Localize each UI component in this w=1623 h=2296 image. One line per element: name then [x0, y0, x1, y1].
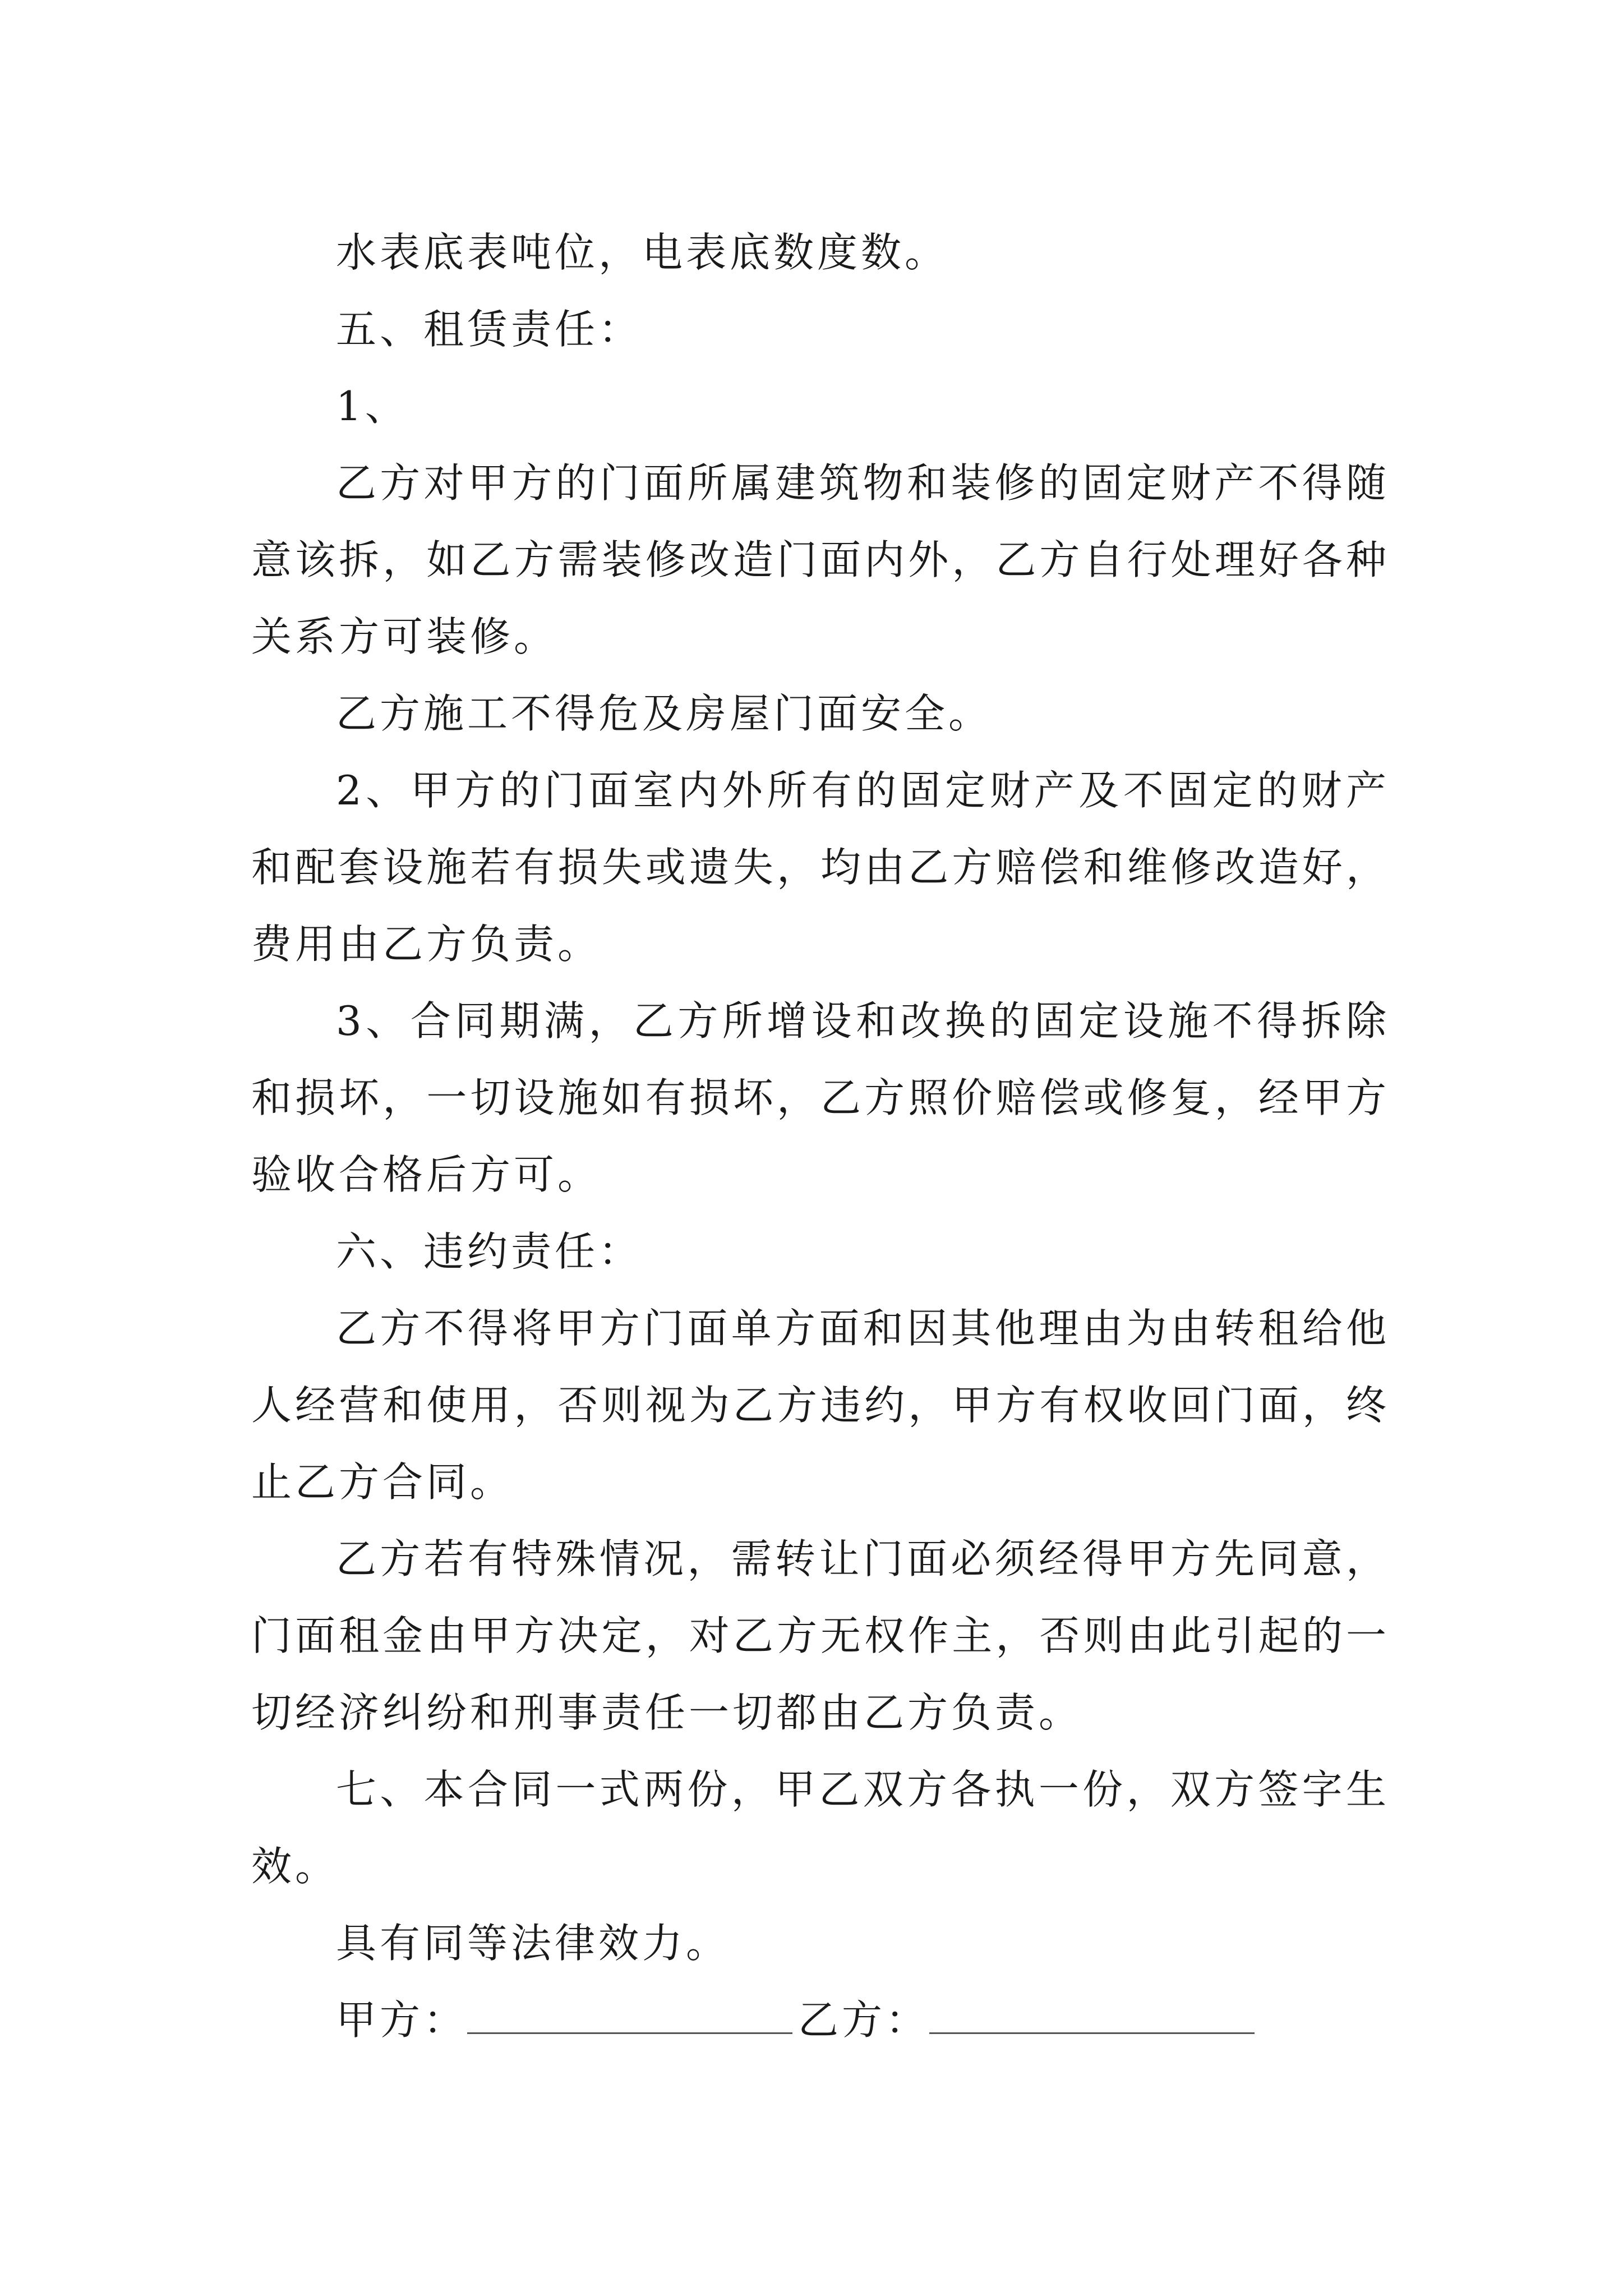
paragraph-item-2-compensation: 2、甲方的门面室内外所有的固定财产及不固定的财产和配套设施若有损失或遗失，均由乙方赔偿和维修改造好，费用由乙方负责。	[251, 767, 1390, 968]
paragraph-no-sublease: 乙方不得将甲方门面单方面和因其他理由为由转租给他人经营和使用，否则视为乙方违约，甲方有权收回门面，终止乙方合同。	[251, 1305, 1390, 1506]
party-b-signature-line	[929, 1993, 1255, 2034]
party-a-signature-line	[467, 1993, 792, 2034]
paragraph-item-7-copies: 七、本合同一式两份，甲乙双方各执一份，双方签字生效。	[251, 1766, 1390, 1890]
paragraph-legal-effect: 具有同等法律效力。	[336, 1920, 730, 1967]
paragraph-item-3-contract-expiry: 3、合同期满，乙方所增设和改换的固定设施不得拆除和损坏，一切设施如有损坏，乙方照价赔偿或修复，经甲方验收合格后方可。	[251, 997, 1390, 1198]
paragraph-construction-safety: 乙方施工不得危及房屋门面安全。	[336, 690, 993, 737]
party-b-label: 乙方：	[798, 1996, 930, 2044]
paragraph-transfer-consent: 乙方若有特殊情况，需转让门面必须经得甲方先同意，门面租金由甲方决定，对乙方无权作主，否则由此引起的一切经济纠纷和刑事责任一切都由乙方负责。	[251, 1535, 1390, 1736]
document-body	[251, 214, 1390, 2059]
party-a-label: 甲方：	[336, 1996, 468, 2044]
paragraph-no-demolition: 乙方对甲方的门面所属建筑物和装修的固定财产不得随意该拆，如乙方需装修改造门面内外，乙方自行处理好各种关系方可装修。	[251, 459, 1390, 660]
section-heading-breach-liability: 六、违约责任：	[336, 1228, 643, 1275]
item-number-1: 1、	[336, 383, 409, 430]
paragraph-meter-readings: 水表底表吨位，电表底数度数。	[336, 229, 949, 276]
section-heading-lease-responsibility: 五、租赁责任：	[336, 306, 643, 353]
signature-row	[251, 1982, 1390, 2059]
